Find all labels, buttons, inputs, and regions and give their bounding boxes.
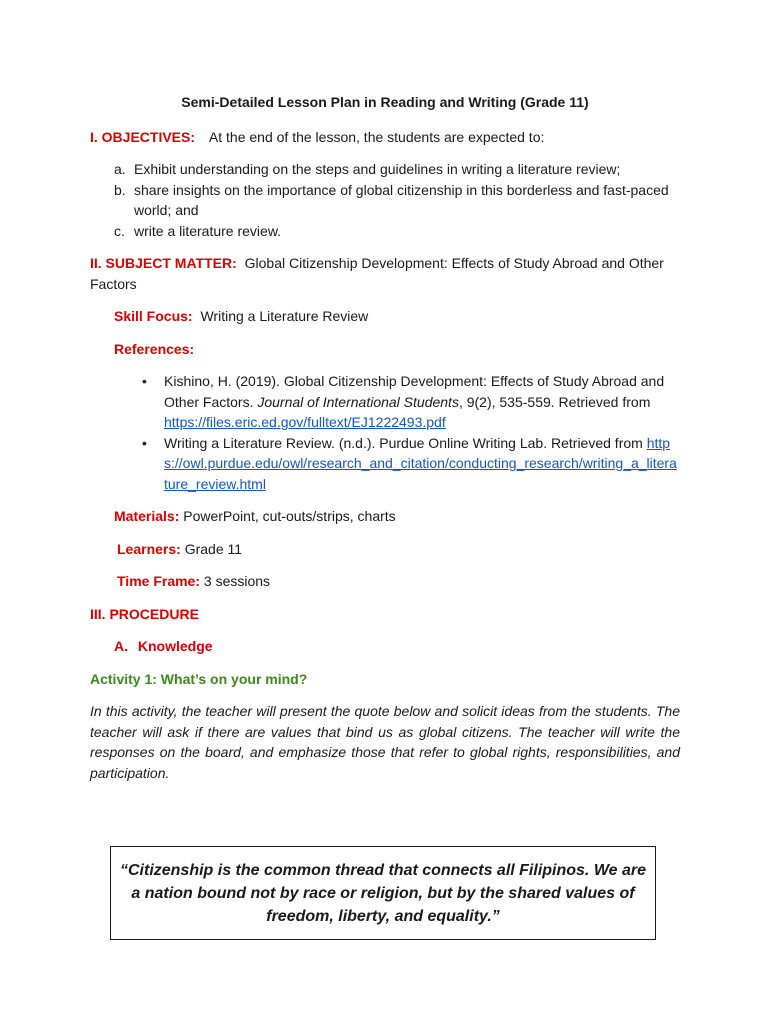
skill-focus-label: Skill Focus: bbox=[114, 308, 193, 324]
reference-journal: Journal of International Students bbox=[257, 393, 459, 410]
reference-link[interactable]: https://files.eric.ed.gov/fulltext/EJ1222493.pdf bbox=[164, 414, 446, 430]
time-frame-row bbox=[117, 571, 680, 592]
list-item bbox=[90, 180, 680, 221]
quote-text: “Citizenship is the common thread that connects all Filipinos. We are a nation bound not by race or religion, but by the shared values of freedom, liberty, and equality.” bbox=[119, 861, 646, 925]
learners-value: Grade 11 bbox=[184, 540, 243, 557]
time-frame-value: 3 sessions bbox=[203, 573, 271, 589]
quote-box bbox=[110, 846, 656, 940]
list-marker: a. bbox=[114, 161, 126, 177]
materials-row bbox=[114, 506, 680, 527]
objectives-heading-colon: : bbox=[190, 128, 196, 145]
subject-matter-section bbox=[90, 253, 680, 294]
reference-item bbox=[90, 433, 680, 495]
skill-focus-row bbox=[114, 306, 680, 327]
list-item bbox=[90, 221, 680, 242]
reference-link[interactable]: https://owl.purdue.edu/owl/research_and_citation/conducting_research/writing_a_literature_review.html bbox=[164, 434, 677, 492]
knowledge-heading: Knowledge bbox=[137, 638, 213, 654]
subject-matter-text: Global Citizenship Development: Effects of Study Abroad and Other Factors bbox=[90, 255, 664, 292]
references-list bbox=[90, 371, 680, 494]
subject-matter-heading: II. SUBJECT MATTER: bbox=[90, 255, 237, 271]
list-marker: c. bbox=[114, 222, 125, 239]
procedure-heading-row bbox=[90, 604, 680, 625]
reference-text-after: , 9(2), 535-559. Retrieved from bbox=[458, 393, 651, 410]
materials-value: PowerPoint, cut-outs/strips, charts bbox=[183, 508, 396, 524]
materials-label: Materials: bbox=[114, 508, 180, 524]
time-frame-label: Time Frame: bbox=[117, 573, 200, 589]
list-item-text: share insights on the importance of global citizenship in this borderless and fast-paced world; and bbox=[134, 181, 669, 218]
objectives-heading: I. OBJECTIVES bbox=[90, 128, 191, 145]
objectives-list bbox=[90, 159, 680, 241]
knowledge-marker: A. bbox=[114, 638, 128, 654]
list-item-text: Exhibit understanding on the steps and guidelines in writing a literature review; bbox=[134, 161, 621, 177]
list-item-text: write a literature review. bbox=[134, 222, 282, 239]
references-label: References: bbox=[114, 340, 195, 357]
objectives-section bbox=[90, 127, 680, 148]
page-title: Semi-Detailed Lesson Plan in Reading and Writing (Grade 11) bbox=[181, 94, 589, 110]
reference-text: Kishino, H. (2019). Global Citizenship Development: Effects of Study Abroad and Other Factors. bbox=[164, 373, 665, 410]
objectives-intro: At the end of the lesson, the students are expected to: bbox=[208, 128, 545, 145]
list-item bbox=[90, 159, 680, 180]
references-label-row bbox=[114, 339, 680, 360]
activity-title-row bbox=[90, 669, 680, 690]
learners-label: Learners: bbox=[117, 540, 181, 557]
activity-description: In this activity, the teacher will present the quote below and solicit ideas from the students. The teacher will ask if there are values that bind us as global citizens. The teacher will write the responses on the board, and emphasize those that refer to global rights, responsibilities, and participation. bbox=[90, 703, 680, 781]
reference-text: Writing a Literature Review. (n.d.). Purdue Online Writing Lab. Retrieved from bbox=[164, 434, 647, 451]
skill-focus-value: Writing a Literature Review bbox=[200, 308, 369, 324]
learners-row bbox=[117, 539, 680, 560]
bullet-icon: • bbox=[142, 373, 147, 389]
reference-item bbox=[90, 371, 680, 433]
activity-title: Activity 1: What’s on your mind? bbox=[90, 670, 308, 687]
lesson-plan-page bbox=[90, 92, 680, 795]
list-marker: b. bbox=[114, 181, 126, 198]
procedure-heading: III. PROCEDURE bbox=[90, 605, 199, 622]
bullet-icon: • bbox=[142, 434, 147, 451]
knowledge-heading-row bbox=[114, 636, 680, 657]
